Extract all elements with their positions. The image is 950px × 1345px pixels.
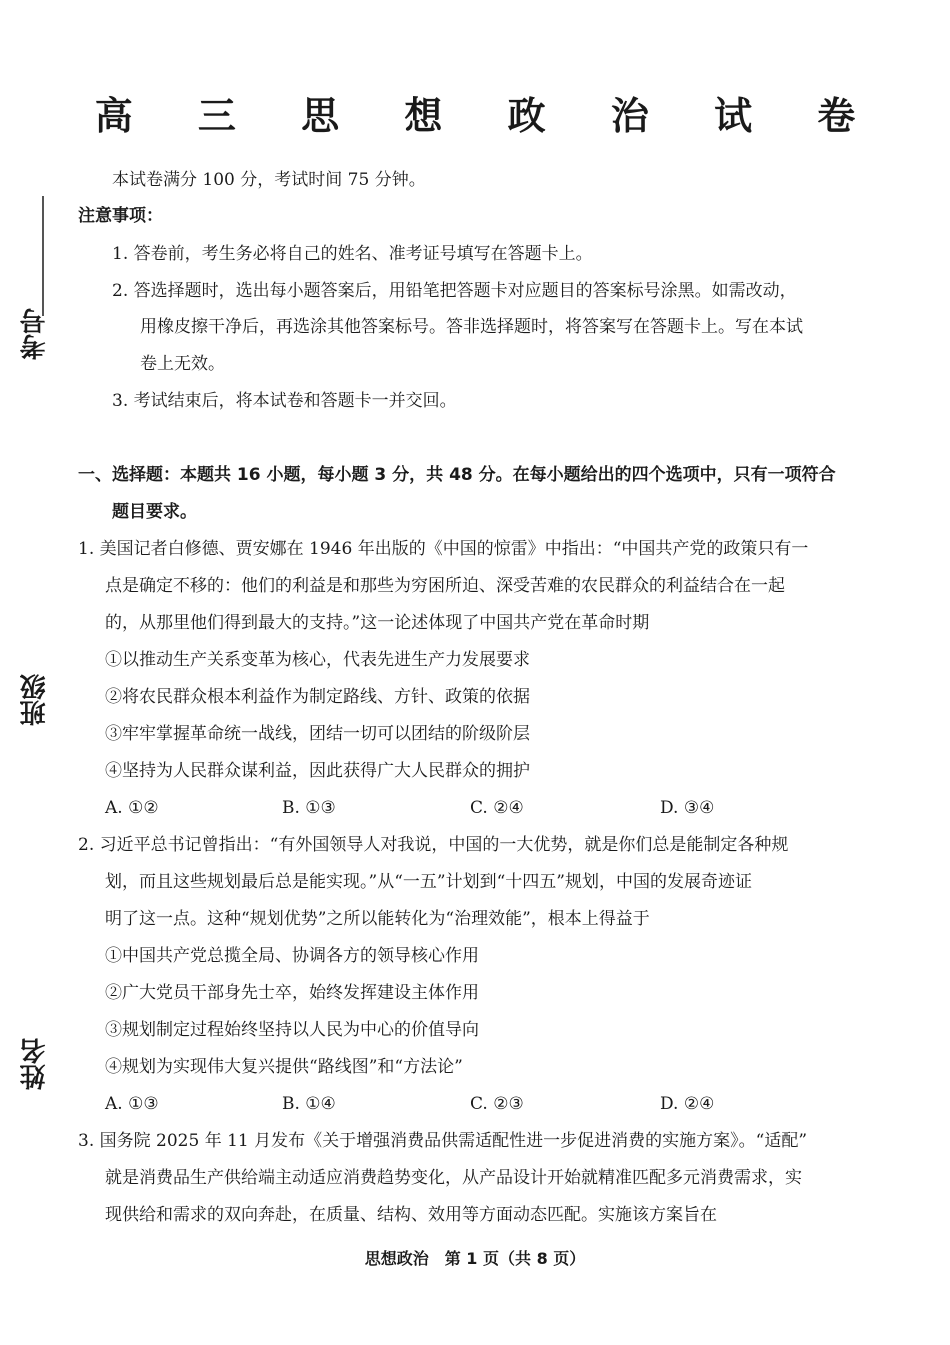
notice-item: 2. 答选择题时，选出每小题答案后，用铅笔把答题卡对应题目的答案标号涂黑。如需改动，: [112, 281, 797, 301]
question-2-stem-continued: 明了这一点。这种“规划优势”之所以能转化为“治理效能”，根本上得益于: [105, 909, 650, 929]
question-2-statement: ②广大党员干部身先士卒，始终发挥建设主体作用: [105, 983, 479, 1003]
side-label-class: 班级: [20, 674, 50, 726]
question-1-stem: 1. 美国记者白修德、贾安娜在 1946 年出版的《中国的惊雷》中指出：“中国共产党的政策只有一: [78, 539, 809, 559]
option-a: A. ①③: [105, 1094, 159, 1114]
option-d: D. ③④: [660, 798, 715, 818]
binding-line: [42, 196, 44, 316]
option-b: B. ①③: [282, 798, 336, 818]
notice-heading: 注意事项：: [78, 206, 163, 226]
question-1-stem-continued: 点是确定不移的：他们的利益是和那些为穷困所迫、深受苦难的农民群众的利益结合在一起: [105, 576, 785, 596]
section-heading-continued: 题目要求。: [112, 502, 197, 522]
question-1-options: [105, 796, 805, 820]
exam-intro: 本试卷满分 100 分，考试时间 75 分钟。: [112, 170, 426, 190]
question-3-stem-continued: 现供给和需求的双向奔赴，在质量、结构、效用等方面动态匹配。实施该方案旨在: [105, 1205, 717, 1225]
question-2-stem-continued: 划，而且这些规划最后总是能实现。”从“一五”计划到“十四五”规划，中国的发展奇迹证: [105, 872, 752, 892]
side-label-name: 姓名: [20, 1038, 50, 1090]
question-1-statement: ③牢牢掌握革命统一战线，团结一切可以团结的阶级阶层: [105, 724, 530, 744]
page-footer: 思想政治 第 1 页（共 8 页）: [364, 1249, 586, 1268]
side-label-exam-no: 考号: [20, 308, 50, 360]
question-2-stem: 2. 习近平总书记曾指出：“有外国领导人对我说，中国的一大优势，就是你们总是能制定各种规: [78, 835, 789, 855]
question-3-stem: 3. 国务院 2025 年 11 月发布《关于增强消费品供需适配性进一步促进消费的实施方案》。“适配”: [78, 1131, 808, 1151]
question-2-statement: ③规划制定过程始终坚持以人民为中心的价值导向: [105, 1020, 479, 1040]
question-1-statement: ①以推动生产关系变革为核心，代表先进生产力发展要求: [105, 650, 530, 670]
question-1-stem-continued: 的，从那里他们得到最大的支持。”这一论述体现了中国共产党在革命时期: [105, 613, 650, 633]
question-1-statement: ④坚持为人民群众谋利益，因此获得广大人民群众的拥护: [105, 761, 530, 781]
question-2-statement: ④规划为实现伟大复兴提供“路线图”和“方法论”: [105, 1057, 463, 1077]
question-3-stem-continued: 就是消费品生产供给端主动适应消费趋势变化，从产品设计开始就精准匹配多元消费需求，实: [105, 1168, 802, 1188]
option-c: C. ②④: [470, 798, 524, 818]
option-a: A. ①②: [105, 798, 159, 818]
question-2-statement: ①中国共产党总揽全局、协调各方的领导核心作用: [105, 946, 479, 966]
exam-title: 高 三 思 想 政 治 试 卷: [94, 94, 882, 138]
option-d: D. ②④: [660, 1094, 715, 1114]
option-b: B. ①④: [282, 1094, 336, 1114]
question-1-statement: ②将农民群众根本利益作为制定路线、方针、政策的依据: [105, 687, 530, 707]
question-2-options: [105, 1092, 805, 1116]
section-heading: 一、选择题：本题共 16 小题，每小题 3 分，共 48 分。在每小题给出的四个选项中，只有一项符合: [78, 465, 836, 485]
option-c: C. ②③: [470, 1094, 524, 1114]
notice-item: 1. 答卷前，考生务必将自己的姓名、准考证号填写在答题卡上。: [112, 244, 593, 264]
notice-item: 3. 考试结束后，将本试卷和答题卡一并交回。: [112, 391, 457, 411]
notice-item-continued: 用橡皮擦干净后，再选涂其他答案标号。答非选择题时，将答案写在答题卡上。写在本试: [140, 317, 803, 337]
notice-item-continued: 卷上无效。: [140, 354, 225, 374]
